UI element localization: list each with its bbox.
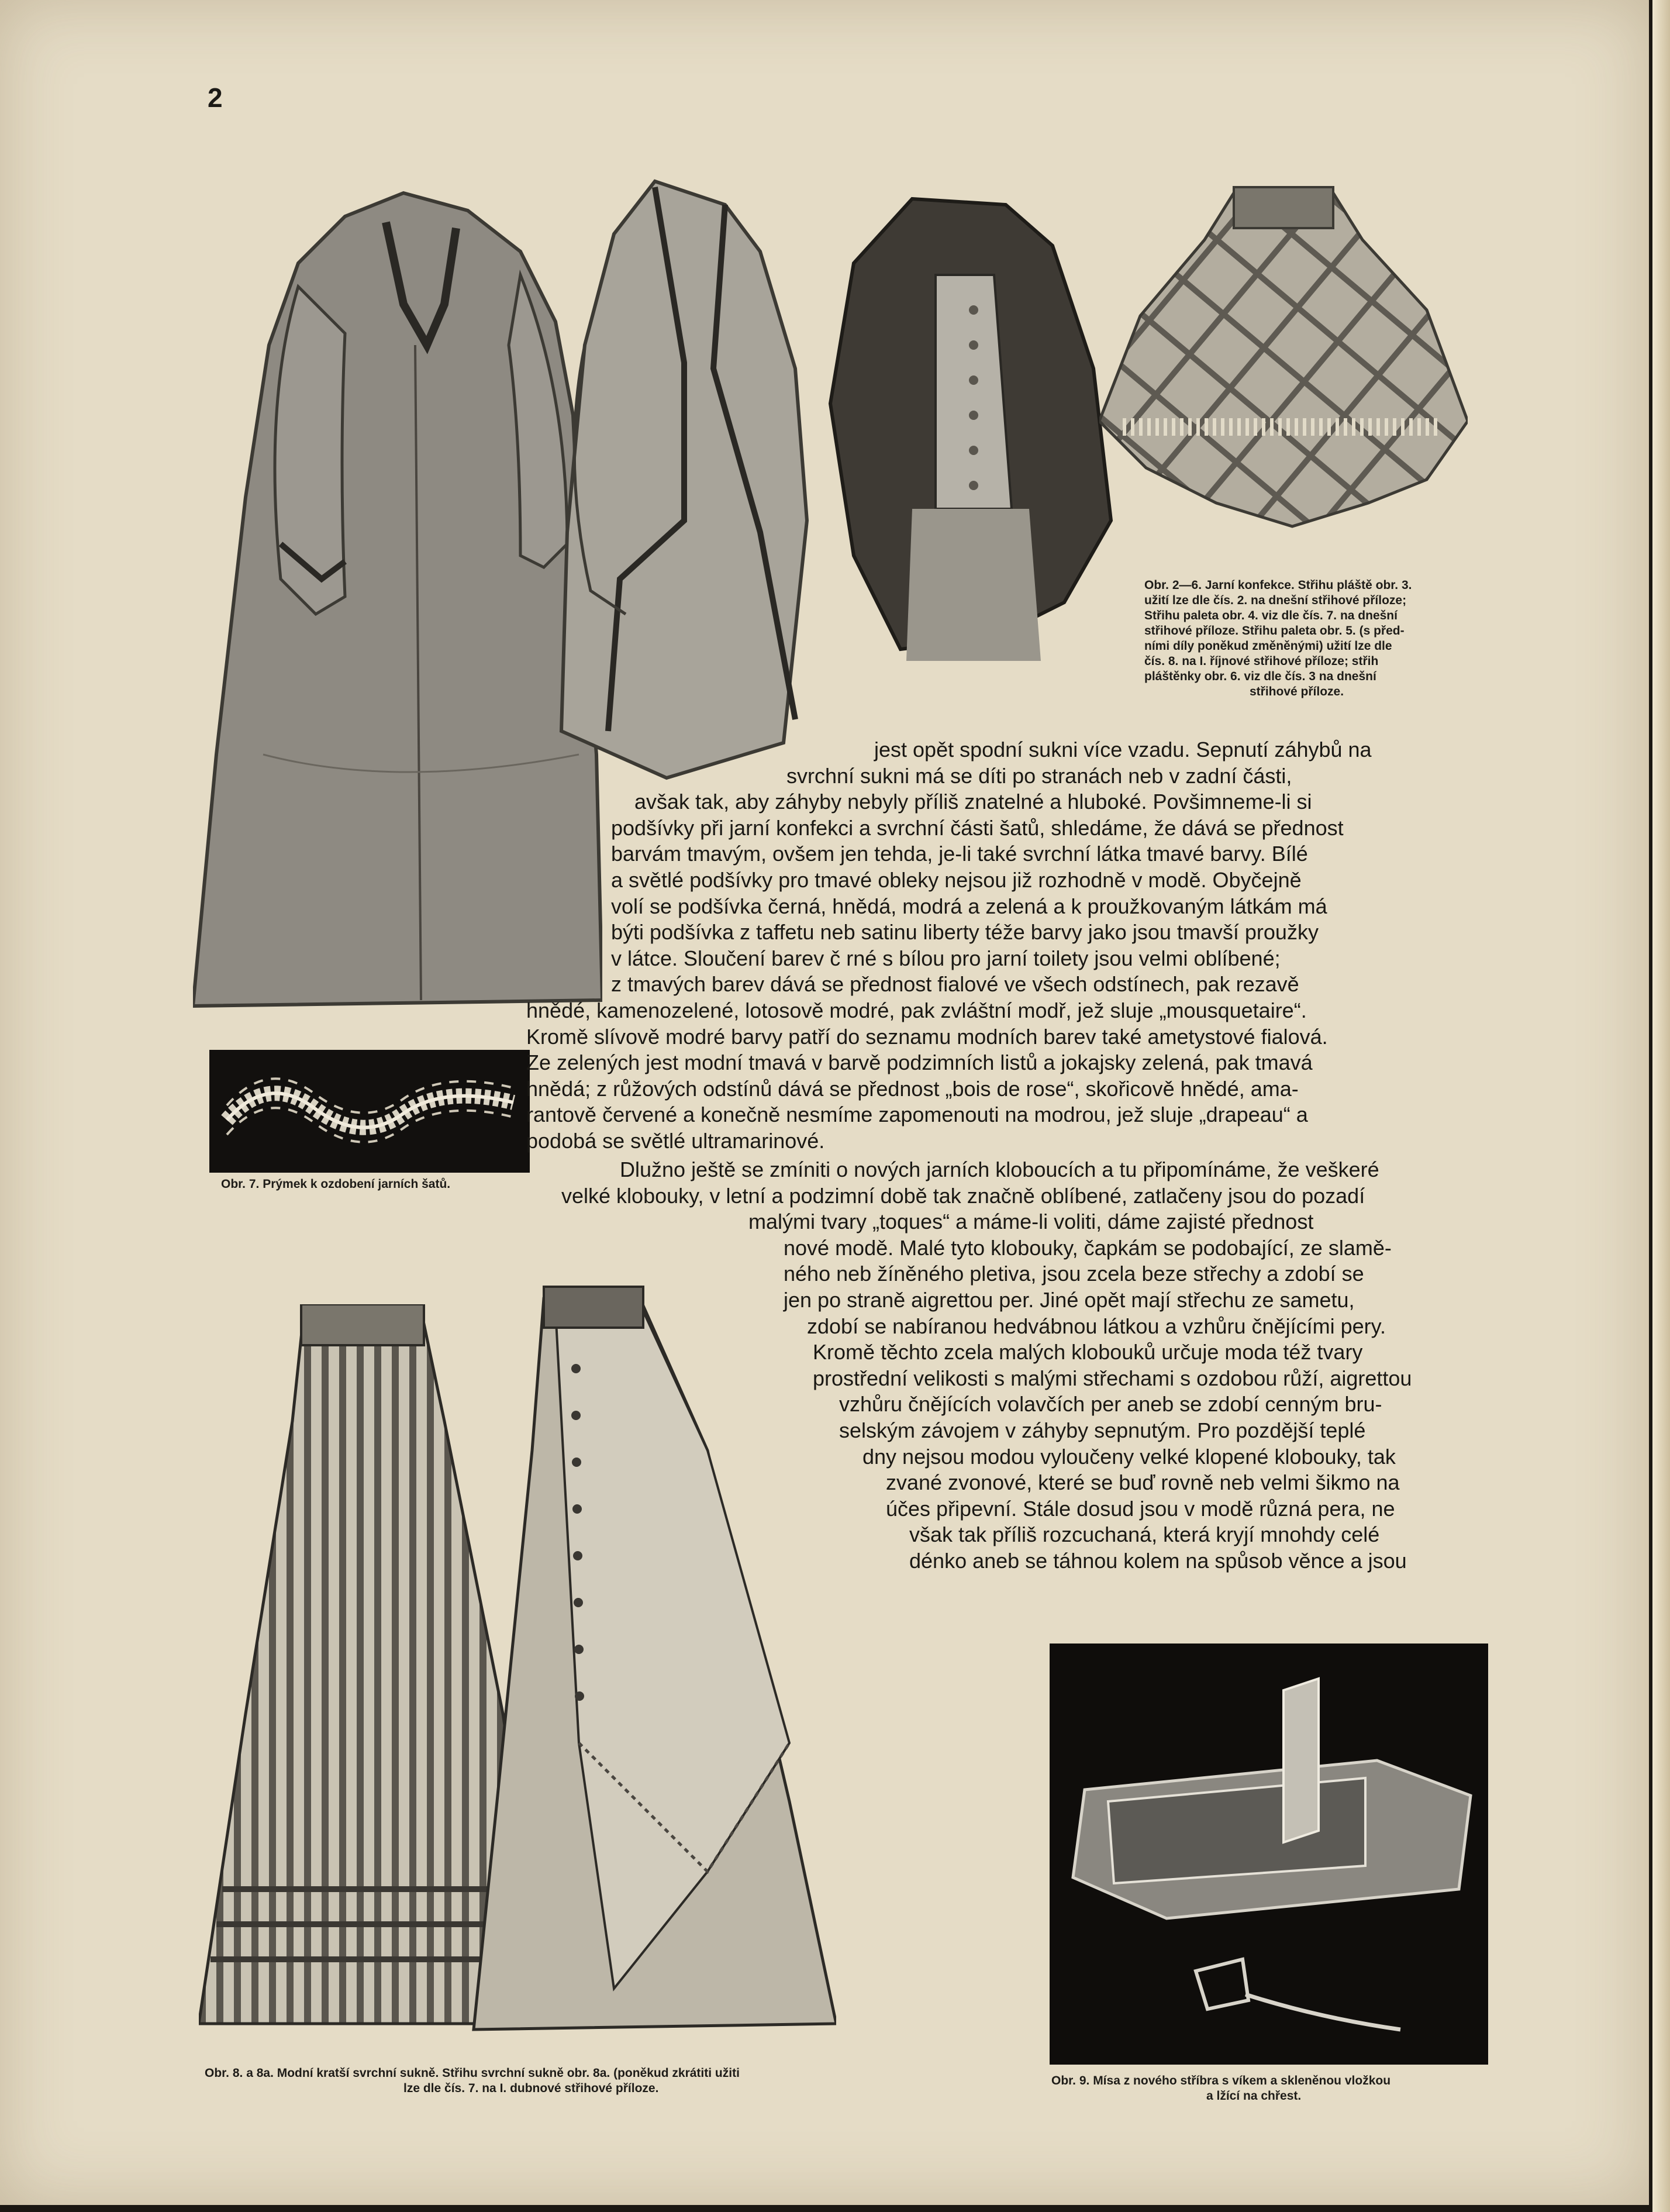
caption-figure-9: Obr. 9. Mísa z nového stříbra s víkem a skleněnou vložkou a lžící na chřest. [1051, 2074, 1391, 2103]
page-number: 2 [208, 82, 223, 113]
article-text-block-2: Dlužno ještě se zmíniti o nových jarních kloboucích a tu připomínáme, že veškeré velké klobouky, v letní a podzimní době tak značně oblíbené, zatlačeny jsou do pozadí malými tvary „toques“ a máme-li voliti, dáme zajisté přednost nové modě. Malé tyto klobouky, čapkám se podobající, ze slamě- ného neb žíněného pletiva, jsou zcela beze střechy a zdobí se jen po straně aigrettou per. Jiné opět mají střechu ze sametu, zdobí se nabíranou hedvábnou látkou a vzhůru čnějícími pery. Kromě těchto zcela malých klobouků určuje moda též tvary prostřední velikosti s malými střechami s ozdobou růží, aigrettou vzhůru čnějících volavčích per aneb se zdobí cenným bru- selským závojem v záhyby sepnutým. Pro pozdější teplé dny nejsou modou vyloučeny velké klopené klobouky, tak zvané zvonové, které se buď rovně neb velmi šikmo na účes připevní. Stále dosud jsou v modě různá pera, ne však tak příliš rozcuchaná, která kryjí mnohdy celé dénko aneb se táhnou kolem na spůsob věnce a jsou [561, 1157, 1412, 1573]
caption-figure-7: Obr. 7. Prýmek k ozdobení jarních šatů. [221, 1177, 451, 1191]
caption-figure-8: Obr. 8. a 8a. Modní kratší svrchní sukně. Střihu svrchní sukně obr. 8a. (poněkud zkrátiti užiti lze dle čís. 7. na I. dubnové střihové příloze. [205, 2066, 740, 2095]
figure-cape-plaid [1099, 175, 1468, 550]
figure-lace-trim [209, 1050, 530, 1173]
caption-figures-2-6: Obr. 2—6. Jarní konfekce. Střihu pláště obr. 3. užití lze dle čís. 2. na dnešní střihové příloze; Střihu paleta obr. 4. viz dle čís. 7. na dnešní střihové příloze. Střihu paleta obr. 5. (s před- ními díly poněkud změněnými) užití lze dle čís. 8. na I. říjnové střihové příloze; střih pláštěnky obr. 6. viz dle čís. 3 na dnešní střihové příloze. [1144, 578, 1412, 698]
page-edge [1652, 0, 1670, 2212]
figure-jacket-dark [819, 193, 1123, 667]
figure-jacket-fitted [550, 170, 824, 790]
article-text-block-1: jest opět spodní sukni více vzadu. Sepnutí záhybů na svrchní sukni má se díti po stranách neb v zadní části, avšak tak, aby záhyby nebyly příliš znatelné a hluboké. Povšimneme-li si podšívky při jarní konfekci a svrchní části šatů, shledáme, že dává se přednost barvám tmavým, ovšem jen tehda, je-li také svrchní látka tmavé barvy. Bílé a světlé podšívky pro tmavé oblеky nejsou již rozhodně v modě. Obyčejně volí se podšívka černá, hnědá, modrá a zelená a k proužkovaným látkám má býti podšívka z taffetu neb satinu liberty téže barvy jako jsou tmavší proužky v látce. Sloučení barev č rné s bílou pro jarní toilety jsou velmi oblíbené; z tmavých barev dává se přednost fialové ve všech odstínech, pak rezavě hnědé, kamenozelené, lotosově modré, pak zvláštní modř, jež sluje „mousquetaire“. Kromě slívově modré barvy patří do seznamu modních barev také ametystové fialová. Ze zelených jest modní tmavá v barvě podzimních listů a jokajsky zelená, pak tmavá hnědá; z růžových odstínů dává se přednost „bois de rose“, skořicově hnědé, ama- rantově červené a konečně nesmíme zapomenouti na modrou, jež sluje „drapeau“ a podobá se světlé ultramarinové. [526, 738, 1372, 1153]
figure-silver-dish [1050, 1644, 1488, 2065]
